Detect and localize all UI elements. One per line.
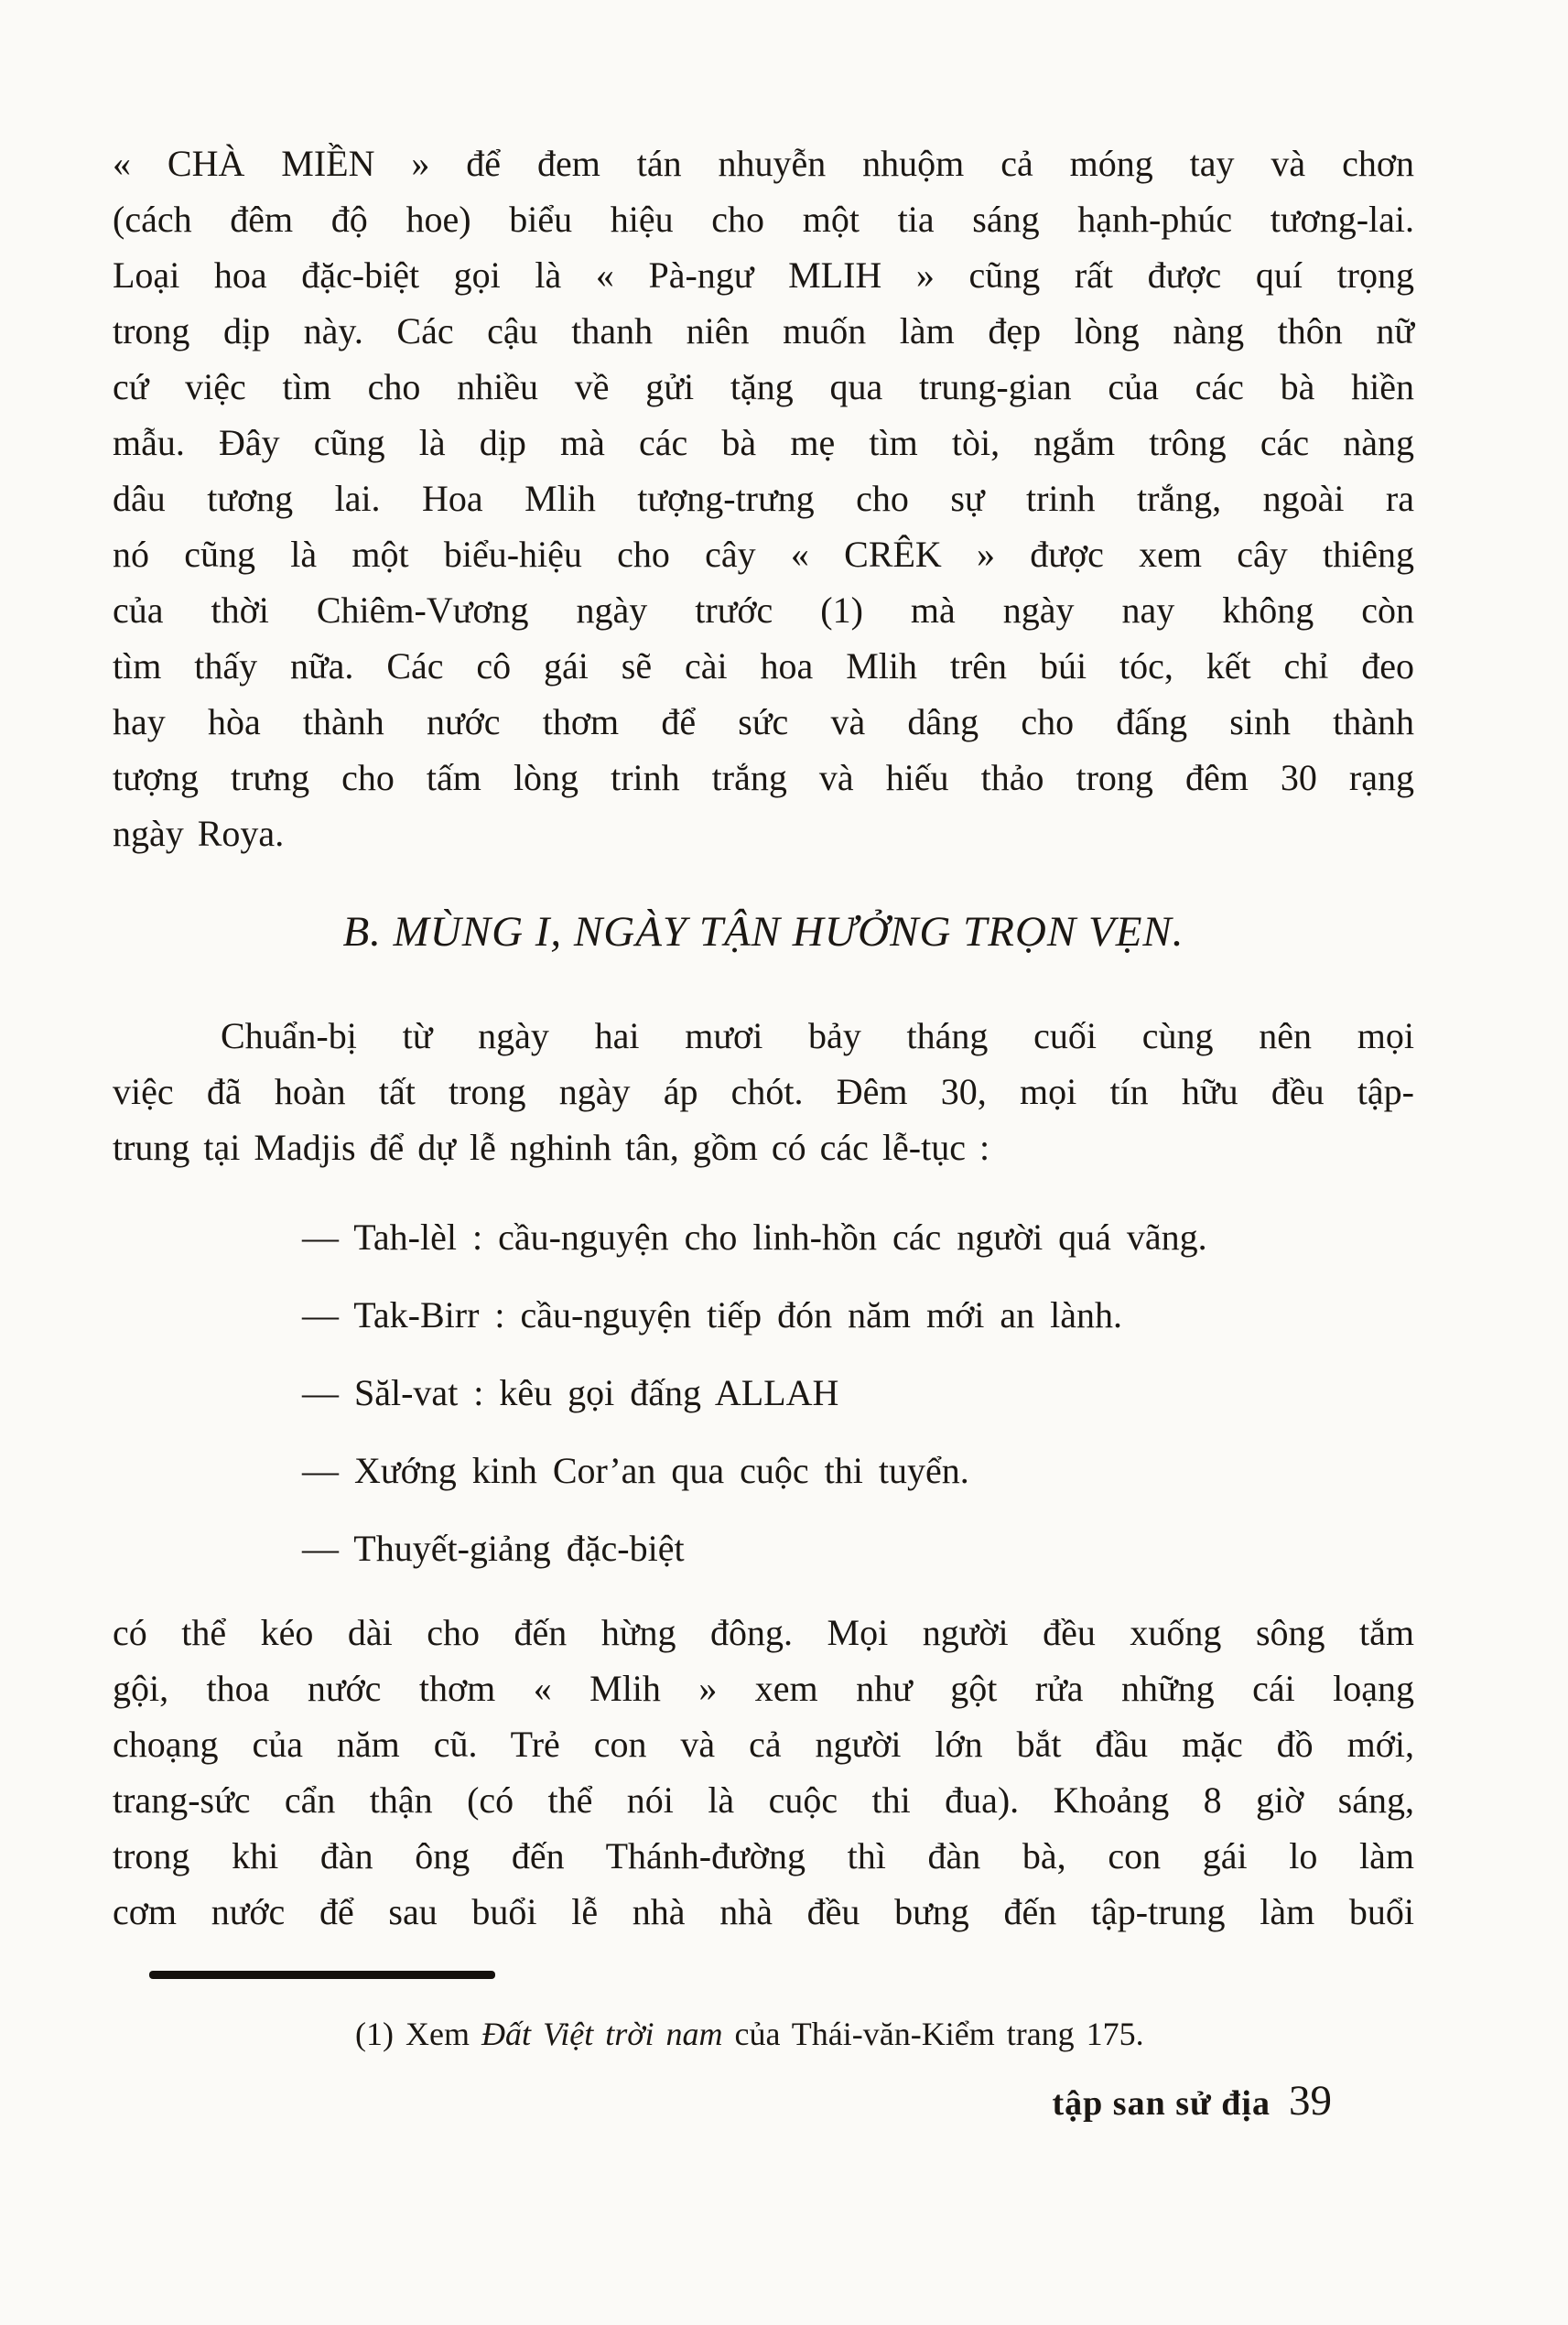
footnote-book-title: Đất Việt trời nam bbox=[481, 2015, 723, 2052]
text-line: trong dịp này. Các cậu thanh niên muốn làm đẹp lòng nàng thôn nữ bbox=[113, 310, 1414, 351]
section-heading: B. MÙNG I, NGÀY TẬN HƯỞNG TRỌN VẸN. bbox=[342, 908, 1184, 956]
text-line: « CHÀ MIỀN » để đem tán nhuyễn nhuộm cả móng tay và chơn bbox=[113, 143, 1414, 184]
text-line: cứ việc tìm cho nhiều về gửi tặng qua trung-gian của các bà hiền bbox=[113, 366, 1414, 407]
paragraph-2 bbox=[113, 1008, 1414, 1175]
text-line: nó cũng là một biểu-hiệu cho cây « CRÊK » được xem cây thiêng bbox=[113, 534, 1414, 575]
footnote-suffix: của Thái-văn-Kiểm trang 175. bbox=[722, 2015, 1144, 2052]
text-line: của thời Chiêm-Vương ngày trước (1) mà ngày nay không còn bbox=[113, 589, 1414, 631]
text-line: Loại hoa đặc-biệt gọi là « Pà-ngư MLIH » cũng rất được quí trọng bbox=[113, 254, 1414, 296]
list-item: — Tah-lèl : cầu-nguyện cho linh-hồn các người quá vãng. bbox=[302, 1216, 1207, 1258]
text-line: choạng của năm cũ. Trẻ con và cả người lớn bắt đầu mặc đồ mới, bbox=[113, 1723, 1414, 1765]
footnote-prefix: (1) Xem bbox=[355, 2015, 481, 2052]
text-line: dâu tương lai. Hoa Mlih tượng-trưng cho sự trinh trắng, ngoài ra bbox=[113, 478, 1414, 519]
paragraph-3 bbox=[113, 1605, 1414, 1940]
text-line: gội, thoa nước thơm « Mlih » xem như gột rửa những cái loạng bbox=[113, 1667, 1414, 1709]
text-line: việc đã hoàn tất trong ngày áp chót. Đêm 30, mọi tín hữu đều tập- bbox=[113, 1070, 1414, 1112]
footnote-divider bbox=[149, 1971, 495, 1979]
journal-name: tập san sử địa bbox=[1052, 2084, 1271, 2123]
text-line: cơm nước để sau buổi lễ nhà nhà đều bưng đến tập-trung làm buổi bbox=[113, 1890, 1414, 1932]
list-item: — Tak-Birr : cầu-nguyện tiếp đón năm mới an lành. bbox=[302, 1293, 1122, 1336]
list-item: — Thuyết-giảng đặc-biệt bbox=[302, 1527, 685, 1569]
page-footer bbox=[1053, 2076, 1333, 2125]
text-line: (cách đêm độ hoe) biểu hiệu cho một tia sáng hạnh-phúc tương-lai. bbox=[113, 199, 1414, 240]
text-line: có thể kéo dài cho đến hừng đông. Mọi người đều xuống sông tắm bbox=[113, 1611, 1414, 1653]
text-line: trung tại Madjis để dự lễ nghinh tân, gồm có các lễ-tục : bbox=[113, 1126, 990, 1168]
text-line: trang-sức cẩn thận (có thể nói là cuộc thi đua). Khoảng 8 giờ sáng, bbox=[113, 1779, 1414, 1821]
text-line: mẫu. Đây cũng là dịp mà các bà mẹ tìm tòi, ngắm trông các nàng bbox=[113, 422, 1414, 463]
paragraph-1 bbox=[113, 135, 1414, 861]
page-number: 39 bbox=[1289, 2077, 1332, 2125]
footnote bbox=[355, 2014, 1414, 2054]
text-line: ngày Roya. bbox=[113, 813, 285, 854]
text-line: tượng trưng cho tấm lòng trinh trắng và hiếu thảo trong đêm 30 rạng bbox=[113, 757, 1414, 798]
rituals-list bbox=[113, 1216, 1414, 1570]
text-line: hay hòa thành nước thơm để sức và dâng cho đấng sinh thành bbox=[113, 701, 1414, 742]
text-line: trong khi đàn ông đến Thánh-đường thì đàn bà, con gái lo làm bbox=[113, 1834, 1414, 1876]
list-item: — Xướng kinh Cor’an qua cuộc thi tuyển. bbox=[302, 1449, 969, 1491]
page-body bbox=[113, 135, 1414, 2054]
list-item: — Săl-vat : kêu gọi đấng ALLAH bbox=[302, 1371, 839, 1413]
text-line: tìm thấy nữa. Các cô gái sẽ cài hoa Mlih trên búi tóc, kết chỉ đeo bbox=[113, 645, 1414, 687]
text-line: Chuẩn-bị từ ngày hai mươi bảy tháng cuối cùng nên mọi bbox=[221, 1014, 1414, 1056]
